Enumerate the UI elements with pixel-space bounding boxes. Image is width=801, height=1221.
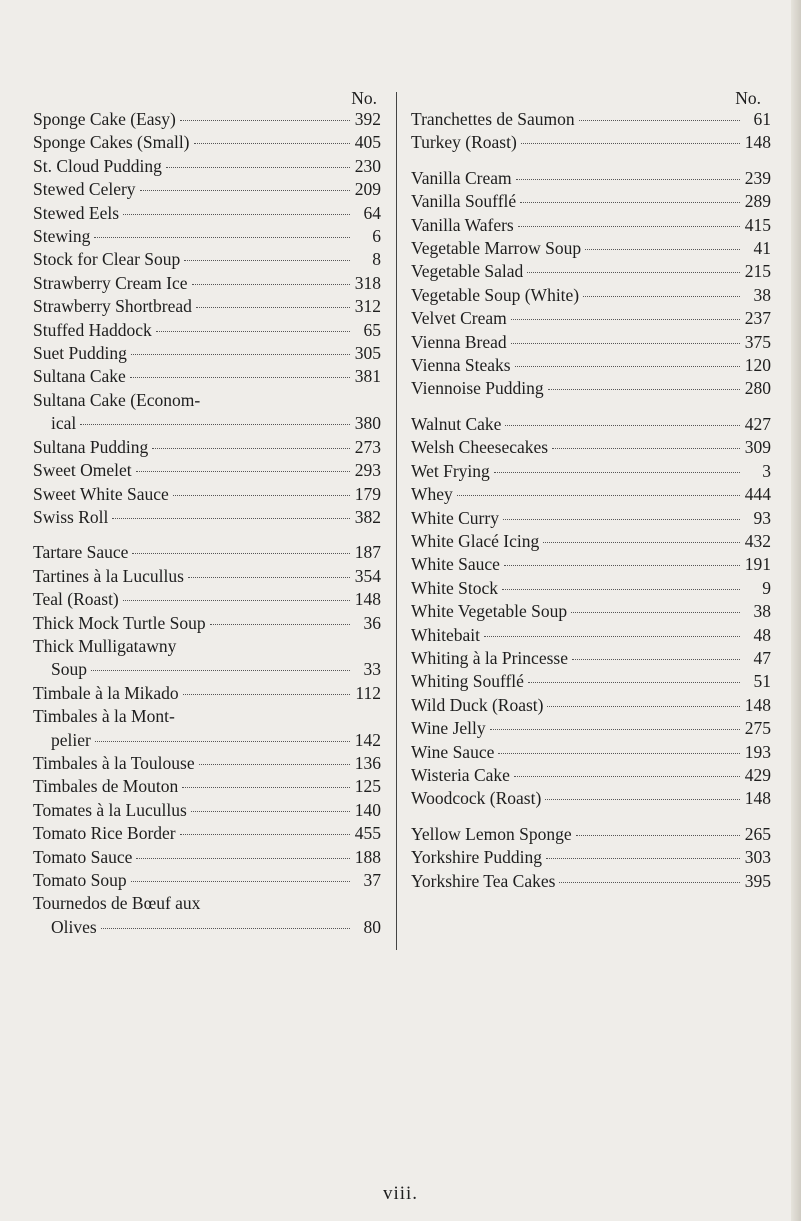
entry-label: Tomato Sauce xyxy=(33,846,133,867)
entry-number: 312 xyxy=(354,296,381,317)
dot-leader xyxy=(80,423,349,425)
entry-number: 36 xyxy=(363,612,381,633)
entry-number: 41 xyxy=(753,238,771,259)
entry-label-continuation: Soup xyxy=(51,659,87,680)
index-entry xyxy=(33,202,381,225)
entry-label: Vienna Bread xyxy=(411,331,507,352)
entry-number: 432 xyxy=(744,530,771,551)
entry-label: Timbales de Mouton xyxy=(33,776,179,797)
dot-leader xyxy=(520,201,740,203)
entry-number: 275 xyxy=(744,718,771,739)
index-entry-continuation xyxy=(33,916,381,939)
entry-number: 187 xyxy=(354,542,381,563)
index-entry xyxy=(411,647,771,670)
dot-leader xyxy=(173,494,350,496)
entry-label: Stewed Eels xyxy=(33,202,120,223)
dot-leader xyxy=(527,271,740,273)
entry-label: Timbales à la Toulouse xyxy=(33,752,195,773)
entry-number: 148 xyxy=(354,589,381,610)
dot-leader xyxy=(136,857,349,859)
index-entry xyxy=(411,846,771,869)
index-entries-right xyxy=(411,108,771,893)
entry-number: 429 xyxy=(744,764,771,785)
entry-label: Walnut Cake xyxy=(411,413,502,434)
number-column-header: No. xyxy=(351,88,377,108)
index-entry xyxy=(411,131,771,154)
entry-label: Sponge Cake (Easy) xyxy=(33,109,176,129)
dot-leader xyxy=(152,447,350,449)
index-entry xyxy=(411,577,771,600)
dot-leader xyxy=(210,623,350,625)
index-entry xyxy=(33,869,381,892)
entry-number: 415 xyxy=(744,214,771,235)
entry-number: 230 xyxy=(354,155,381,176)
index-entry xyxy=(411,717,771,740)
index-entries-left xyxy=(33,108,381,939)
dot-leader xyxy=(511,342,740,344)
entry-number: 381 xyxy=(354,366,381,387)
entry-label: Tomato Soup xyxy=(33,870,127,890)
number-column-header: No. xyxy=(735,88,761,108)
entry-label: White Sauce xyxy=(411,554,500,575)
dot-leader xyxy=(194,142,350,144)
entry-number: 193 xyxy=(744,741,771,762)
entry-label: Vegetable Marrow Soup xyxy=(411,238,582,259)
dot-leader xyxy=(184,259,350,261)
entry-number: 179 xyxy=(354,483,381,504)
entry-label: Wet Frying xyxy=(411,460,490,481)
dot-leader xyxy=(548,388,740,390)
entry-label: Velvet Cream xyxy=(411,308,507,329)
entry-number: 395 xyxy=(744,870,771,891)
entry-label: White Stock xyxy=(411,577,498,598)
entry-number: 148 xyxy=(744,132,771,153)
entry-label: Yorkshire Pudding xyxy=(411,847,542,868)
index-entry xyxy=(411,167,771,190)
entry-number: 9 xyxy=(762,577,771,598)
dot-leader xyxy=(504,564,740,566)
entry-number: 239 xyxy=(744,167,771,188)
entry-label: Whey xyxy=(411,484,453,505)
entry-label: White Vegetable Soup xyxy=(411,601,568,622)
dot-leader xyxy=(505,424,739,426)
entry-number: 188 xyxy=(354,846,381,867)
dot-leader xyxy=(518,225,740,227)
entry-number: 309 xyxy=(744,437,771,458)
index-entry xyxy=(33,178,381,201)
index-entry xyxy=(411,530,771,553)
index-entry xyxy=(411,436,771,459)
index-entry xyxy=(33,319,381,342)
index-entry xyxy=(33,272,381,295)
entry-label: Woodcock (Roast) xyxy=(411,788,542,809)
entry-label: Viennoise Pudding xyxy=(411,378,544,399)
entry-number: 427 xyxy=(744,413,771,434)
entry-label: Stock for Clear Soup xyxy=(33,249,181,270)
index-entry xyxy=(33,799,381,822)
entry-label: Stuffed Haddock xyxy=(33,319,152,340)
entry-label: Timbales à la Mont- xyxy=(33,706,175,727)
index-entry xyxy=(411,237,771,260)
dot-leader xyxy=(514,775,740,777)
entry-number: 125 xyxy=(354,776,381,797)
entry-label: Teal (Roast) xyxy=(33,589,119,610)
dot-leader xyxy=(166,166,350,168)
dot-leader xyxy=(188,576,350,578)
dot-leader xyxy=(545,798,739,800)
index-entry xyxy=(411,260,771,283)
entry-label: Whiting Soufflé xyxy=(411,671,524,692)
entry-number: 191 xyxy=(744,554,771,575)
index-entry xyxy=(33,565,381,588)
dot-leader xyxy=(183,693,350,695)
entry-label: Suet Pudding xyxy=(33,343,127,364)
dot-leader xyxy=(547,705,739,707)
index-entry xyxy=(33,389,381,412)
dot-leader xyxy=(498,752,739,754)
entry-number: 289 xyxy=(744,191,771,212)
index-entry-continuation xyxy=(33,658,381,681)
dot-leader xyxy=(546,857,740,859)
index-entry xyxy=(411,108,771,131)
entry-label: Vegetable Soup (White) xyxy=(411,284,580,305)
index-entry xyxy=(411,870,771,893)
dot-leader xyxy=(503,518,740,520)
section-gap xyxy=(411,155,771,167)
entry-number: 215 xyxy=(744,261,771,282)
entry-label-continuation: pelier xyxy=(51,729,91,750)
dot-leader xyxy=(180,119,350,121)
dot-leader xyxy=(585,248,740,250)
dot-leader xyxy=(528,681,740,683)
entry-label: Vanilla Soufflé xyxy=(411,191,517,212)
entry-number: 61 xyxy=(753,109,771,129)
entry-number: 405 xyxy=(354,132,381,153)
dot-leader xyxy=(571,611,740,613)
dot-leader xyxy=(136,470,350,472)
index-entry xyxy=(33,248,381,271)
entry-number: 273 xyxy=(354,436,381,457)
entry-label: Tournedos de Bœuf aux xyxy=(33,893,201,914)
entry-number: 237 xyxy=(744,308,771,329)
dot-leader xyxy=(502,588,740,590)
index-entry xyxy=(411,741,771,764)
entry-label: Wisteria Cake xyxy=(411,764,510,785)
index-entry xyxy=(33,131,381,154)
index-column-left xyxy=(33,88,381,939)
index-entry xyxy=(33,846,381,869)
dot-leader xyxy=(579,119,740,121)
entry-number: 6 xyxy=(372,226,381,247)
entry-number: 375 xyxy=(744,331,771,352)
dot-leader xyxy=(140,189,350,191)
entry-label: Timbale à la Mikado xyxy=(33,682,179,703)
entry-number: 382 xyxy=(354,506,381,527)
index-entry xyxy=(33,225,381,248)
entry-number: 80 xyxy=(363,916,381,937)
entry-label: Vegetable Salad xyxy=(411,261,524,282)
index-entry xyxy=(33,612,381,635)
entry-label: Yellow Lemon Sponge xyxy=(411,823,572,844)
entry-label: Thick Mulligatawny xyxy=(33,635,177,656)
index-entry xyxy=(411,460,771,483)
entry-label: Yorkshire Tea Cakes xyxy=(411,870,556,891)
entry-label: Sweet Omelet xyxy=(33,460,132,481)
index-entry xyxy=(33,342,381,365)
dot-leader xyxy=(123,599,350,601)
index-entry xyxy=(33,822,381,845)
dot-leader xyxy=(182,786,350,788)
entry-label: Stewing xyxy=(33,226,91,247)
entry-number: 305 xyxy=(354,343,381,364)
dot-leader xyxy=(199,763,350,765)
index-entry xyxy=(33,436,381,459)
dot-leader xyxy=(123,213,350,215)
entry-label: White Glacé Icing xyxy=(411,530,540,551)
entry-number: 38 xyxy=(753,601,771,622)
section-gap xyxy=(411,811,771,823)
dot-leader xyxy=(552,447,740,449)
entry-number: 455 xyxy=(354,823,381,844)
entry-number: 444 xyxy=(744,484,771,505)
index-entry xyxy=(33,588,381,611)
dot-leader xyxy=(521,142,740,144)
index-entry xyxy=(411,624,771,647)
entry-number: 38 xyxy=(753,284,771,305)
entry-label: Vanilla Cream xyxy=(411,167,512,188)
entry-number: 318 xyxy=(354,272,381,293)
dot-leader xyxy=(95,740,350,742)
entry-number: 65 xyxy=(363,319,381,340)
entry-label: Wild Duck (Roast) xyxy=(411,694,544,715)
entry-number: 303 xyxy=(744,847,771,868)
dot-leader xyxy=(94,236,350,238)
index-entry-continuation xyxy=(33,412,381,435)
dot-leader xyxy=(132,552,349,554)
dot-leader xyxy=(101,927,350,929)
entry-label: Sponge Cakes (Small) xyxy=(33,132,190,153)
entry-label: Thick Mock Turtle Soup xyxy=(33,612,206,633)
dot-leader xyxy=(511,318,740,320)
entry-label: Sultana Pudding xyxy=(33,436,149,457)
entry-label: Sweet White Sauce xyxy=(33,483,169,504)
dot-leader xyxy=(91,669,350,671)
entry-label: Sultana Cake (Econom- xyxy=(33,389,201,410)
entry-label: Tartare Sauce xyxy=(33,542,129,563)
dot-leader xyxy=(131,353,350,355)
entry-number: 93 xyxy=(753,507,771,528)
index-entry xyxy=(33,752,381,775)
entry-label: Strawberry Cream Ice xyxy=(33,272,188,293)
index-entry xyxy=(411,307,771,330)
entry-number: 8 xyxy=(372,249,381,270)
index-entry xyxy=(411,377,771,400)
dot-leader xyxy=(131,880,350,882)
entry-label: St. Cloud Pudding xyxy=(33,155,162,176)
index-entry xyxy=(33,705,381,728)
entry-number: 48 xyxy=(753,624,771,645)
dot-leader xyxy=(490,728,740,730)
index-entry xyxy=(411,413,771,436)
entry-label: Tomates à la Lucullus xyxy=(33,799,187,820)
index-entry xyxy=(33,892,381,915)
entry-number: 120 xyxy=(744,355,771,376)
entry-label: Vanilla Wafers xyxy=(411,214,514,235)
index-entry xyxy=(33,483,381,506)
dot-leader xyxy=(576,834,740,836)
entry-label: Vienna Steaks xyxy=(411,355,511,376)
index-entry xyxy=(33,459,381,482)
entry-number: 142 xyxy=(354,729,381,750)
entry-number: 354 xyxy=(354,565,381,586)
entry-number: 209 xyxy=(354,179,381,200)
index-column-right xyxy=(411,88,771,893)
dot-leader xyxy=(192,283,350,285)
entry-number: 148 xyxy=(744,694,771,715)
index-entry xyxy=(411,553,771,576)
entry-number: 380 xyxy=(354,413,381,434)
entry-number: 37 xyxy=(363,870,381,890)
index-entry xyxy=(411,354,771,377)
entry-label: Strawberry Shortbread xyxy=(33,296,192,317)
entry-label: Stewed Celery xyxy=(33,179,136,200)
index-entry xyxy=(33,108,381,131)
index-entry xyxy=(33,506,381,529)
dot-leader xyxy=(130,376,350,378)
index-entry xyxy=(411,284,771,307)
index-entry xyxy=(411,764,771,787)
column-divider xyxy=(396,92,397,950)
entry-number: 47 xyxy=(753,647,771,668)
entry-label: Wine Jelly xyxy=(411,718,486,739)
entry-label-continuation: ical xyxy=(51,413,77,434)
entry-label: Turkey (Roast) xyxy=(411,132,517,153)
index-entry xyxy=(411,670,771,693)
entry-label-continuation: Olives xyxy=(51,916,97,937)
index-entry xyxy=(411,600,771,623)
index-entry xyxy=(33,635,381,658)
entry-number: 64 xyxy=(363,202,381,223)
entry-label: Wine Sauce xyxy=(411,741,495,762)
entry-label: Whitebait xyxy=(411,624,481,645)
entry-number: 51 xyxy=(753,671,771,692)
entry-number: 112 xyxy=(355,682,381,703)
dot-leader xyxy=(196,306,350,308)
entry-label: White Curry xyxy=(411,507,499,528)
entry-label: Tomato Rice Border xyxy=(33,823,176,844)
dot-leader xyxy=(156,330,350,332)
index-entry xyxy=(411,483,771,506)
entry-label: Swiss Roll xyxy=(33,506,109,527)
dot-leader xyxy=(112,517,349,519)
dot-leader xyxy=(180,833,350,835)
dot-leader xyxy=(559,881,739,883)
entry-number: 148 xyxy=(744,788,771,809)
entry-number: 280 xyxy=(744,378,771,399)
entry-number: 140 xyxy=(354,799,381,820)
index-entry xyxy=(33,155,381,178)
entry-number: 33 xyxy=(363,659,381,680)
dot-leader xyxy=(457,494,740,496)
index-entry xyxy=(411,214,771,237)
page-edge xyxy=(791,0,801,1221)
index-entry xyxy=(33,775,381,798)
entry-number: 136 xyxy=(354,752,381,773)
index-entry xyxy=(33,295,381,318)
dot-leader xyxy=(572,658,740,660)
index-entry xyxy=(411,823,771,846)
dot-leader xyxy=(494,471,740,473)
page-number: viii. xyxy=(382,1183,419,1204)
entry-number: 293 xyxy=(354,460,381,481)
index-entry xyxy=(411,694,771,717)
dot-leader xyxy=(515,365,740,367)
index-entry xyxy=(411,787,771,810)
dot-leader xyxy=(191,810,350,812)
index-entry xyxy=(33,365,381,388)
index-entry xyxy=(33,682,381,705)
dot-leader xyxy=(484,635,740,637)
entry-number: 392 xyxy=(354,109,381,129)
entry-label: Sultana Cake xyxy=(33,366,126,387)
section-gap xyxy=(33,529,381,541)
entry-number: 3 xyxy=(762,460,771,481)
entry-number: 265 xyxy=(744,823,771,844)
dot-leader xyxy=(543,541,739,543)
index-entry xyxy=(411,507,771,530)
index-entry-continuation xyxy=(33,729,381,752)
entry-label: Tranchettes de Saumon xyxy=(411,109,575,129)
entry-label: Welsh Cheesecakes xyxy=(411,437,549,458)
dot-leader xyxy=(583,295,740,297)
dot-leader xyxy=(516,178,740,180)
entry-label: Whiting à la Princesse xyxy=(411,647,568,668)
section-gap xyxy=(411,401,771,413)
index-entry xyxy=(411,331,771,354)
index-entry xyxy=(33,541,381,564)
entry-label: Tartines à la Lucullus xyxy=(33,565,184,586)
index-entry xyxy=(411,190,771,213)
